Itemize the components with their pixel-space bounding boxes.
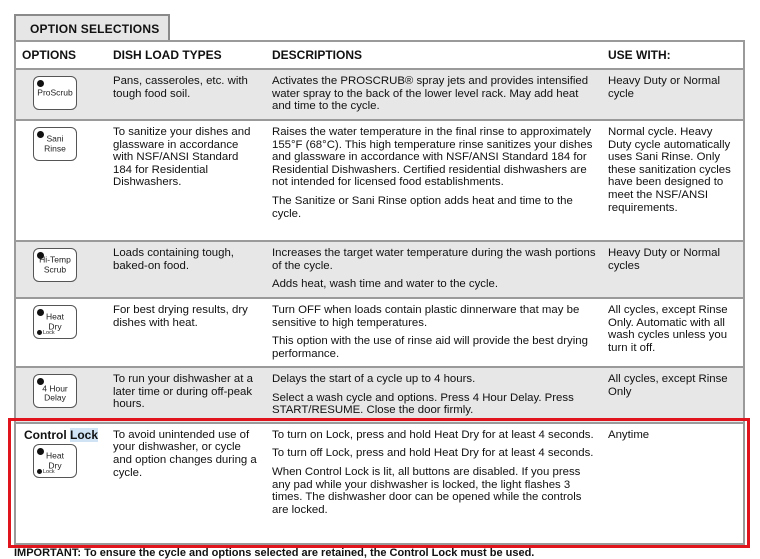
option-cell: [16, 367, 107, 423]
dish-load-cell: To sanitize your dishes and glassware in accordance with NSF/ANSI Standard 184 for Residential Dishwashers.: [107, 120, 266, 241]
hi-temp-scrub-button-icon: [33, 248, 77, 282]
description-text: Turn OFF when loads contain plastic dinnerware that may be sensitive to high temperatures.: [272, 304, 580, 329]
description-text: Activates the PROSCRUB® spray jets and provides intensified water spray to the back of the lower level rack. May add heat and time to the cycle.: [272, 75, 589, 113]
dish-load-cell: To avoid unintended use of your dishwasher, or cycle and option changes during a cycle.: [107, 423, 266, 543]
use-with-cell: Heavy Duty or Normal cycles: [602, 241, 743, 298]
option-selections-tab: [14, 14, 170, 40]
description-text: To turn off Lock, press and hold Heat Dry for at least 4 seconds.: [272, 447, 594, 460]
lock-indicator: [37, 330, 55, 336]
description-text: Select a wash cycle and options. Press 4 Hour Delay. Press START/RESUME. Close the door firmly.: [272, 391, 574, 417]
dish-load-cell: Loads containing tough, baked-on food.: [107, 241, 266, 298]
button-label: Heat Dry: [46, 311, 64, 331]
table-row: [16, 367, 743, 423]
description-cell: [266, 69, 602, 120]
use-with-cell: All cycles, except Rinse Only: [602, 367, 743, 423]
button-label: Sani Rinse: [44, 133, 66, 153]
control-label-text: Control: [24, 427, 70, 442]
header-descriptions: DESCRIPTIONS: [266, 42, 602, 69]
control-lock-highlight-box: [8, 418, 750, 548]
description-text: Adds heat, wash time and water to the cycle.: [272, 278, 499, 291]
description-text: Increases the target water temperature during the wash portions of the cycle.: [272, 247, 596, 272]
lock-light-icon: [37, 330, 42, 335]
header-use-with: USE WITH:: [602, 42, 743, 69]
sani-rinse-button-icon: [33, 127, 77, 161]
use-with-cell: Heavy Duty or Normal cycle: [602, 69, 743, 120]
button-label: ProScrub: [37, 87, 73, 98]
description-text: This option with the use of rinse aid will provide the best drying performance.: [272, 335, 588, 360]
header-options: OPTIONS: [16, 42, 107, 69]
button-label: Heat Dry: [46, 450, 64, 471]
description-text: The Sanitize or Sani Rinse option adds heat and time to the cycle.: [272, 194, 573, 220]
description-cell: [266, 367, 602, 423]
description-cell: [266, 298, 602, 367]
dish-load-cell: For best drying results, dry dishes with heat.: [107, 298, 266, 367]
dish-load-cell: To run your dishwasher at a later time or during off-peak hours.: [107, 367, 266, 423]
option-cell: [16, 69, 107, 120]
use-with-cell: All cycles, except Rinse Only. Automatic with all wash cycles unless you turn it off.: [602, 298, 743, 367]
option-cell: [16, 241, 107, 298]
proscrub-button-icon: [33, 76, 77, 110]
heat-dry-button-icon: [33, 305, 77, 339]
section-tab-label: OPTION SELECTIONS: [30, 22, 160, 36]
option-cell: [16, 298, 107, 367]
indicator-light-icon: [37, 80, 44, 87]
description-cell: [266, 241, 602, 298]
table-row: [16, 241, 743, 298]
lock-label: Lock: [43, 330, 55, 336]
table-row: [16, 298, 743, 367]
description-text: Delays the start of a cycle up to 4 hours.: [272, 373, 476, 385]
use-with-cell: Normal cycle. Heavy Duty cycle automatically uses Sani Rinse. Only these sanitization cycles have been designed to meet the NSF/ANSI requirements.: [602, 120, 743, 241]
description-text: When Control Lock is lit, all buttons are disabled. If you press any pad while your dishwasher is locked, the light flashes 3 times. The dishwasher door can be opened while the controls are locked.: [272, 465, 582, 516]
table-row: [16, 120, 743, 241]
button-label: 4 Hour Delay: [42, 383, 68, 403]
table-header-row: [16, 42, 743, 69]
description-cell: [266, 120, 602, 241]
lock-label: Lock: [43, 469, 55, 476]
lock-label-highlight: Lock: [70, 427, 99, 442]
option-cell: [16, 120, 107, 241]
use-with-cell: Anytime: [602, 423, 743, 543]
description-text: Raises the water temperature in the final rinse to approximately 155°F (68°C). This high temperature rinse sanitizes your dishes and glassware in accordance with NSF/ANSI Standard 184 for Residential Dishwashers. Certified residential dishwashers are not intended for licensed food establishments.: [272, 126, 593, 189]
button-label: Hi-Temp Scrub: [39, 254, 71, 274]
header-dish-load-types: DISH LOAD TYPES: [107, 42, 266, 69]
footer-note: IMPORTANT: To ensure the cycle and options selected are retained, the Control Lock must be used.: [14, 547, 535, 559]
description-text: To turn on Lock, press and hold Heat Dry for at least 4 seconds.: [272, 428, 594, 441]
four-hour-delay-button-icon: [33, 374, 77, 408]
table-row: [16, 69, 743, 120]
dish-load-cell: Pans, casseroles, etc. with tough food soil.: [107, 69, 266, 120]
